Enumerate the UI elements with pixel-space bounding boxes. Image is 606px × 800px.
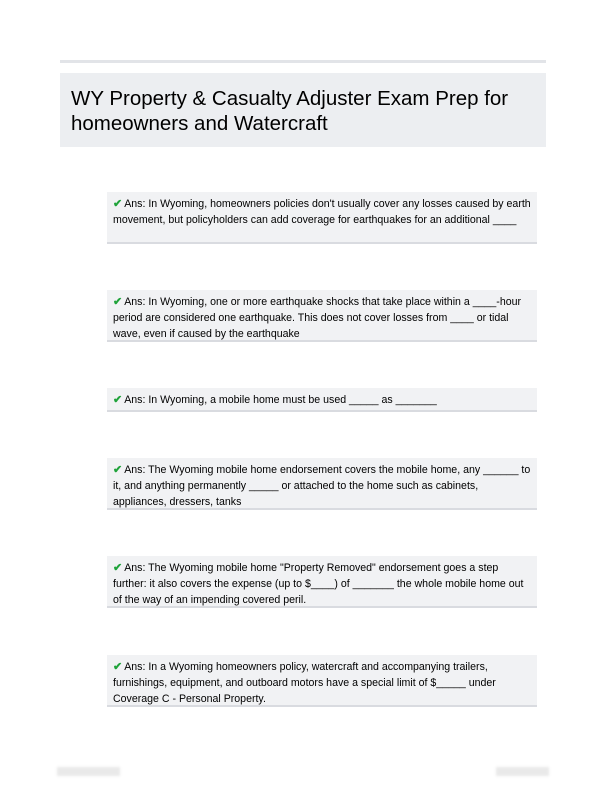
checkmark-icon: ✔ xyxy=(113,562,123,574)
title-banner xyxy=(60,73,546,147)
answer-card xyxy=(107,655,537,707)
footer-left-blurred xyxy=(57,767,120,776)
checkmark-icon: ✔ xyxy=(113,464,123,476)
footer-right-blurred xyxy=(496,767,549,776)
answer-text: Ans: In Wyoming, one or more earthquake shocks that take place within a ____-hour period are considered one earthquake. This does not cover losses from ____ or tidal wave, even if caused by the earthquake xyxy=(113,296,522,340)
checkmark-icon: ✔ xyxy=(113,198,123,210)
checkmark-icon: ✔ xyxy=(113,394,123,406)
answer-card xyxy=(107,192,537,244)
answer-card xyxy=(107,556,537,608)
answer-text: Ans: In a Wyoming homeowners policy, watercraft and accompanying trailers, furnishings, equipment, and outboard motors have a special limit of $_____ under Coverage C - Personal Property. xyxy=(113,661,496,705)
top-divider xyxy=(60,60,546,63)
checkmark-icon: ✔ xyxy=(113,661,123,673)
page-title: WY Property & Casualty Adjuster Exam Prep for homeowners and Watercraft xyxy=(71,87,509,135)
checkmark-icon: ✔ xyxy=(113,296,123,308)
answer-text: Ans: In Wyoming, homeowners policies don't usually cover any losses caused by earth movement, but policyholders can add coverage for earthquakes for an additional ____ xyxy=(113,198,531,226)
answer-card xyxy=(107,388,537,412)
answer-card xyxy=(107,458,537,510)
answer-card xyxy=(107,290,537,342)
answer-text: Ans: In Wyoming, a mobile home must be used _____ as _______ xyxy=(124,394,437,406)
answer-text: Ans: The Wyoming mobile home endorsement covers the mobile home, any ______ to it, and anything permanently _____ or attached to the home such as cabinets, appliances, dressers, tanks xyxy=(113,464,531,508)
answer-text: Ans: The Wyoming mobile home "Property Removed" endorsement goes a step further: it also covers the expense (up to $____) of _______ the whole mobile home out of the way of an impending covered peril. xyxy=(113,562,524,606)
